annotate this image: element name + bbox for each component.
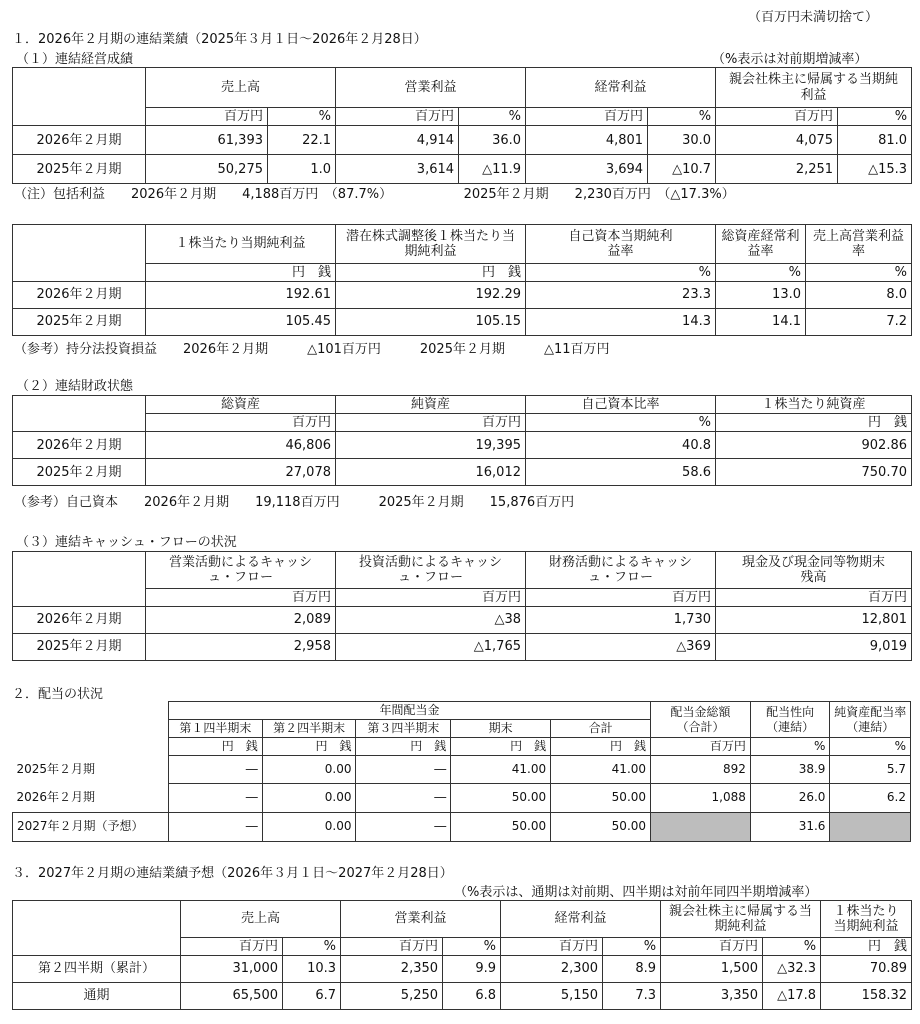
table-cell: △32.3 [763,955,821,982]
table-cell: 3,350 [661,982,763,1009]
table-cell: 12,801 [716,606,912,633]
unit: 百万円 [651,738,751,756]
unit: 百万円 [336,588,526,606]
header-net-income: 親会社株主に帰属する当期純利益 [716,68,912,108]
table-cell: 5,150 [501,982,603,1009]
header-operating-margin: 売上高営業利益率 [806,225,912,264]
unit: % [526,263,716,281]
unit: 百万円 [716,108,838,126]
unit: 円 銭 [716,414,912,432]
row-label: 2026年２月期 [13,432,146,459]
header-doe: 純資産配当率（連結） [830,702,911,738]
table-cell: 50,275 [146,155,268,184]
operating-results-table [12,67,912,184]
row-label: 通期 [13,982,181,1009]
table-cell: 31.6 [750,812,830,841]
table-cell: 30.0 [648,126,716,155]
unit: 百万円 [526,108,648,126]
table-cell: ― [168,812,262,841]
table-cell: 27,078 [146,459,336,486]
table-cell: △15.3 [838,155,912,184]
table-cell: 0.00 [262,812,356,841]
table-cell: 5.7 [830,756,911,784]
unit: 百万円 [146,588,336,606]
table-cell: △369 [526,633,716,660]
header-dividend-total: 配当金総額（合計） [651,702,751,738]
header-year-end: 期末 [451,720,551,738]
table-cell: 14.1 [716,308,806,335]
header-total-assets: 総資産 [146,396,336,414]
unit: 円 銭 [262,738,356,756]
table-cell: 2,089 [146,606,336,633]
unit: % [806,263,912,281]
unit: 円 銭 [356,738,451,756]
unit: 百万円 [336,414,526,432]
table-cell: 9,019 [716,633,912,660]
header-q3: 第３四半期末 [356,720,451,738]
header-investing-cf: 投資活動によるキャッシュ・フロー [336,552,526,589]
row-label: 2026年２月期 [13,126,146,155]
section-3-note: （%表示は、通期は対前期、四半期は対前年同四半期増減率） [454,885,818,900]
comprehensive-income-note: （注）包括利益 2026年２月期 4,188百万円 （87.7%） 2025年２月期 2,230百万円 （△17.3%） [14,187,735,202]
table-cell: 892 [651,756,751,784]
row-label: 2026年２月期 [13,784,169,813]
unit: 円 銭 [551,738,651,756]
table-cell: 8.0 [806,281,912,308]
table-cell: 50.00 [551,784,651,813]
table-cell: 19,395 [336,432,526,459]
table-cell: 7.3 [603,982,661,1009]
unit: 円 銭 [146,263,336,281]
header-financing-cf: 財務活動によるキャッシュ・フロー [526,552,716,589]
table-cell: 31,000 [181,955,283,982]
table-cell: 2,251 [716,155,838,184]
unit: 円 銭 [336,263,526,281]
table-cell: 22.1 [268,126,336,155]
unit: 百万円 [146,108,268,126]
table-cell: 70.89 [821,955,912,982]
table-cell: 7.2 [806,308,912,335]
header-eps: １株当たり当期純利益 [821,901,912,938]
unit: % [716,263,806,281]
section-2-title: ２．配当の状況 [12,687,104,702]
table-cell: 6.8 [443,982,501,1009]
table-cell: 8.9 [603,955,661,982]
unit: % [648,108,716,126]
table-cell: 14.3 [526,308,716,335]
table-cell: 3,694 [526,155,648,184]
table-cell: 23.3 [526,281,716,308]
section-1-title: １．2026年２月期の連結業績（2025年３月１日～2026年２月28日） [12,32,427,47]
header-net-assets: 純資産 [336,396,526,414]
header-sales: 売上高 [146,68,336,108]
header-payout-ratio: 配当性向（連結） [750,702,830,738]
equity-note: （参考）自己資本 2026年２月期 19,118百万円 2025年２月期 15,876百万円 [14,495,575,510]
unit: 百万円 [181,937,283,955]
table-cell: 2,350 [341,955,443,982]
row-label: 2025年２月期 [13,459,146,486]
unit: 百万円 [526,588,716,606]
table-cell: 192.29 [336,281,526,308]
table-cell: 41.00 [551,756,651,784]
section-3-title: ３．2027年２月期の連結業績予想（2026年３月１日～2027年２月28日） [12,866,453,881]
header-roe: 自己資本当期純利益率 [526,225,716,264]
unit-note: （百万円未満切捨て） [748,10,879,25]
table-cell: 105.45 [146,308,336,335]
section-1-3-title: （３）連結キャッシュ・フローの状況 [16,535,237,550]
header-diluted-eps: 潜在株式調整後１株当たり当期純利益 [336,225,526,264]
table-cell: 4,075 [716,126,838,155]
table-cell: △1,765 [336,633,526,660]
unit: % [763,937,821,955]
table-cell: 2,958 [146,633,336,660]
table-cell: △11.9 [459,155,526,184]
unit: % [268,108,336,126]
table-cell: ― [168,784,262,813]
table-cell: 0.00 [262,756,356,784]
table-cell: 50.00 [451,784,551,813]
table-cell: ― [356,812,451,841]
per-share-table [12,224,912,336]
table-cell: ― [168,756,262,784]
table-cell: 16,012 [336,459,526,486]
table-cell: 1.0 [268,155,336,184]
forecast-table [12,900,912,1010]
section-1-1-note: （%表示は対前期増減率） [712,52,868,67]
financial-position-table [12,395,912,486]
header-q1: 第１四半期末 [168,720,262,738]
unit: % [526,414,716,432]
header-bps: １株当たり純資産 [716,396,912,414]
row-label: 2025年２月期 [13,756,169,784]
table-cell: 50.00 [451,812,551,841]
unit: 百万円 [501,937,603,955]
table-cell: 41.00 [451,756,551,784]
header-annual-dividend: 年間配当金 [168,702,650,720]
table-cell: 38.9 [750,756,830,784]
row-label: 2025年２月期 [13,155,146,184]
section-1-1-title: （１）連結経営成績 [16,52,134,67]
row-label: 2025年２月期 [13,308,146,335]
table-cell: 750.70 [716,459,912,486]
unit: 百万円 [336,108,459,126]
table-cell: 61,393 [146,126,268,155]
section-1-2-title: （２）連結財政状態 [16,379,134,394]
header-net-income: 親会社株主に帰属する当期純利益 [661,901,821,938]
header-ordinary-profit: 経常利益 [526,68,716,108]
unit: 百万円 [341,937,443,955]
unit: % [830,738,911,756]
unit: % [459,108,526,126]
header-operating-profit: 営業利益 [341,901,501,938]
dividends-table [12,701,911,842]
table-cell: 105.15 [336,308,526,335]
table-cell: 1,088 [651,784,751,813]
header-cash-balance: 現金及び現金同等物期末残高 [716,552,912,589]
table-cell: 50.00 [551,812,651,841]
row-label: 第２四半期（累計） [13,955,181,982]
unit: % [750,738,830,756]
unit: 円 銭 [821,937,912,955]
table-cell: 2,300 [501,955,603,982]
table-cell: △17.8 [763,982,821,1009]
unit: 百万円 [146,414,336,432]
table-cell: 26.0 [750,784,830,813]
table-cell: 81.0 [838,126,912,155]
header-total: 合計 [551,720,651,738]
table-cell: 3,614 [336,155,459,184]
header-roa: 総資産経常利益率 [716,225,806,264]
header-ordinary-profit: 経常利益 [501,901,661,938]
table-cell: 4,914 [336,126,459,155]
table-cell: 5,250 [341,982,443,1009]
table-cell: 1,500 [661,955,763,982]
table-cell: 6.2 [830,784,911,813]
unit: 円 銭 [451,738,551,756]
row-label: 2026年２月期 [13,606,146,633]
table-cell: ― [356,756,451,784]
table-cell-shaded [830,812,911,841]
table-cell: 58.6 [526,459,716,486]
row-label: 2026年２月期 [13,281,146,308]
table-cell: 6.7 [283,982,341,1009]
table-cell: 4,801 [526,126,648,155]
table-cell: 902.86 [716,432,912,459]
table-cell: 36.0 [459,126,526,155]
header-sales: 売上高 [181,901,341,938]
table-cell-shaded [651,812,751,841]
unit: 百万円 [716,588,912,606]
table-cell: 1,730 [526,606,716,633]
table-cell: ― [356,784,451,813]
table-cell: 158.32 [821,982,912,1009]
header-equity-ratio: 自己資本比率 [526,396,716,414]
equity-method-note: （参考）持分法投資損益 2026年２月期 △101百万円 2025年２月期 △11百万円 [14,342,610,357]
table-cell: 9.9 [443,955,501,982]
unit: 百万円 [661,937,763,955]
row-label-forecast: 2027年２月期（予想） [13,812,169,841]
table-cell: 65,500 [181,982,283,1009]
table-cell: △10.7 [648,155,716,184]
table-cell: 10.3 [283,955,341,982]
table-cell: 40.8 [526,432,716,459]
header-q2: 第２四半期末 [262,720,356,738]
unit: % [283,937,341,955]
table-cell: 13.0 [716,281,806,308]
table-cell: 46,806 [146,432,336,459]
cash-flow-table [12,551,912,661]
unit: % [838,108,912,126]
row-label: 2025年２月期 [13,633,146,660]
header-blank [13,68,146,108]
header-operating-cf: 営業活動によるキャッシュ・フロー [146,552,336,589]
unit: % [443,937,501,955]
unit: 円 銭 [168,738,262,756]
header-operating-profit: 営業利益 [336,68,526,108]
table-cell: △38 [336,606,526,633]
unit: % [603,937,661,955]
header-eps: １株当たり当期純利益 [146,225,336,264]
table-cell: 192.61 [146,281,336,308]
table-cell: 0.00 [262,784,356,813]
